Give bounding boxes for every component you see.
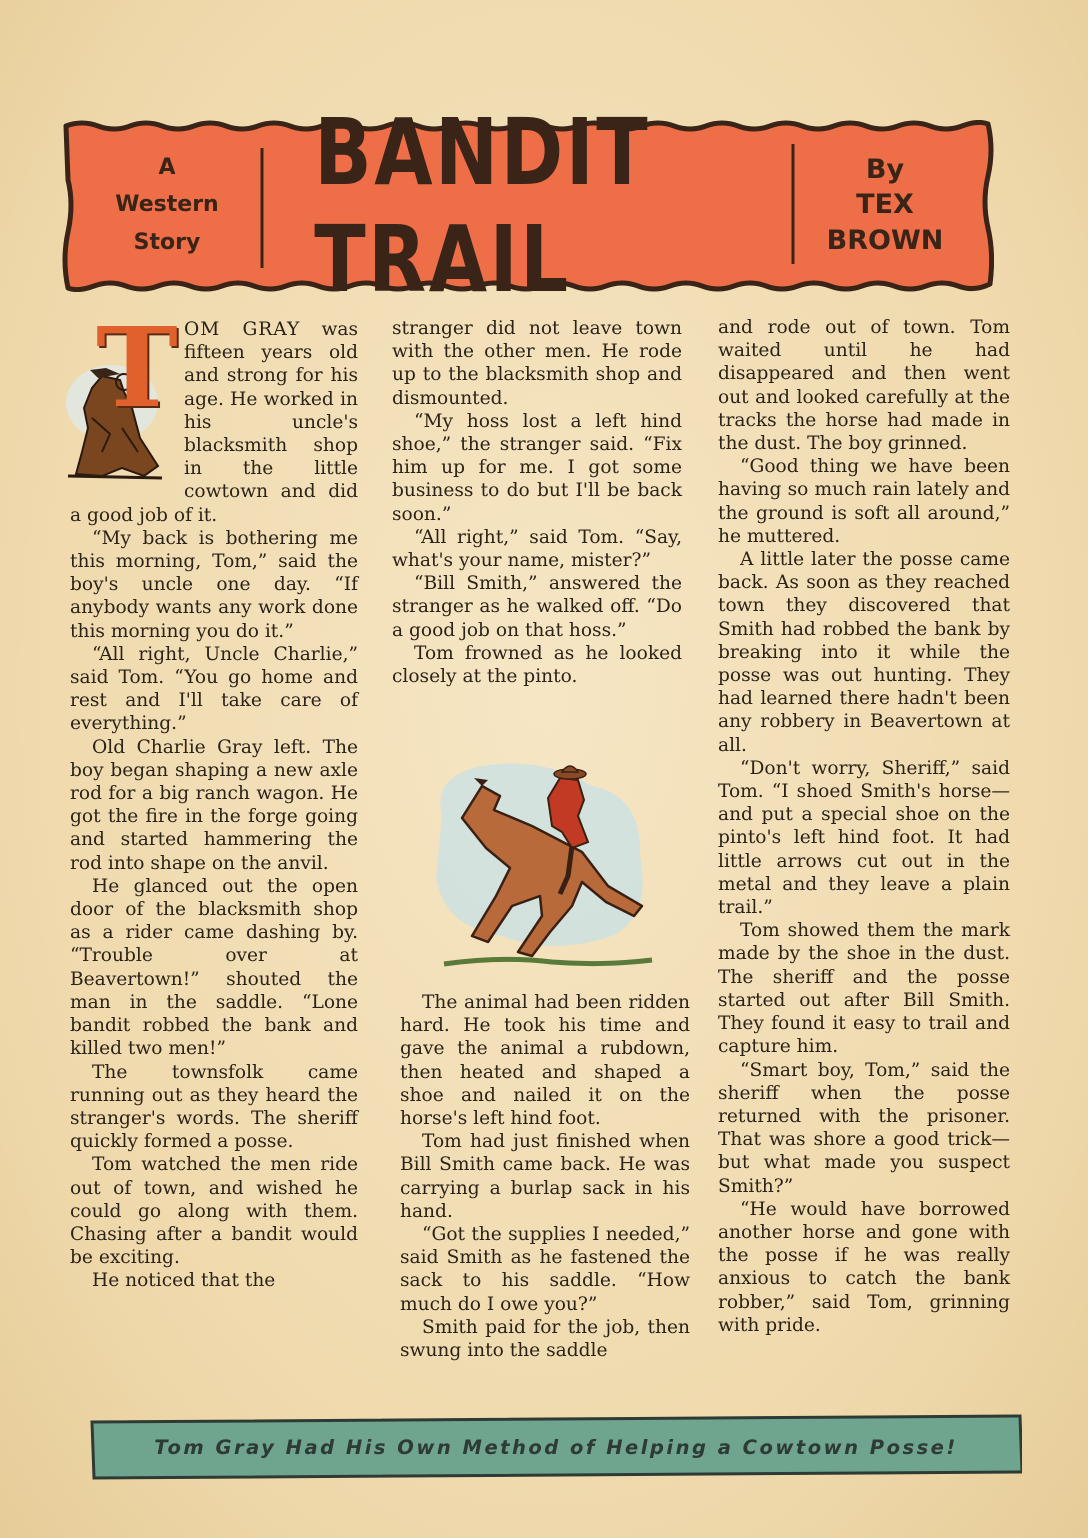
paragraph: Tom had just finished when Bill Smith came back. He was carrying a burlap sack in his hand. xyxy=(400,1131,690,1222)
bucking-horse-rider-icon xyxy=(422,756,662,978)
story-title: BANDIT TRAIL xyxy=(314,99,651,313)
byline xyxy=(810,145,960,265)
banner-genre-line2: Western xyxy=(115,192,219,218)
paragraph: Smith paid for the job, then swung into the saddle xyxy=(400,1316,690,1362)
paragraph: He noticed that the xyxy=(92,1270,276,1292)
paragraph: The animal had been ridden hard. He took his time and gave the animal a rubdown, then heated and shaped a shoe and nailed it on the horse's left hind foot. xyxy=(400,992,690,1130)
paragraph: Old Charlie Gray left. The boy began shaping a new axle rod for a big ranch wagon. He got the fire in the forge going and started hammering the rod into shape on the anvil. xyxy=(70,736,358,874)
paragraph: “My hoss lost a left hind shoe,” the stranger said. “Fix him up for me. I got some business to do but I'll be back soon.” xyxy=(392,410,682,525)
paragraph: “Good thing we have been having so much rain lately and the ground is soft all around,” he muttered. xyxy=(718,456,1010,547)
byline-first-name: TEX xyxy=(856,189,914,221)
paragraph: “Got the supplies I needed,” said Smith as he fastened the sack to his saddle. “How much do I owe you?” xyxy=(400,1224,690,1315)
paragraph: A little later the posse came back. As soon as they reached town they discovered that Smith had robbed the bank by breaking into it while the posse was out hunting. They had learned there hadn't been any robbery in Beavertown at all. xyxy=(718,549,1010,756)
paragraph: “All right,” said Tom. “Say, what's your name, mister?” xyxy=(392,526,682,572)
paragraph: “He would have borrowed another horse and gone with the posse if he was really anxious to catch the bank robber,” said Tom, grinning with pride. xyxy=(718,1198,1010,1336)
story-column-2-continued xyxy=(400,991,690,1362)
byline-by: By xyxy=(865,154,905,186)
paragraph: “Smart boy, Tom,” said the sheriff when the posse returned with the prisoner. That was shore a good trick—but what made you suspect Smith?” xyxy=(718,1059,1010,1197)
banner-genre-line1: A xyxy=(158,154,176,180)
paragraph: “All right, Uncle Charlie,” said Tom. “You go home and rest and I'll take care of everything.” xyxy=(70,643,358,735)
paragraph-text: was fifteen years old and strong for his age. He worked in his uncle's blacksmith shop in the little cowtown and did a good job of it. xyxy=(70,319,358,526)
byline-last-name: BROWN xyxy=(826,224,944,256)
tagline: Tom Gray Had His Own Method of Helping a Cowtown Posse! xyxy=(154,1435,958,1459)
paragraph: stranger did not leave town with the other men. He rode up to the blacksmith shop and dismounted. xyxy=(392,318,682,409)
title-banner xyxy=(62,99,994,313)
dropcap-letter: T xyxy=(96,303,178,432)
paragraph: “Don't worry, Sheriff,” said Tom. “I shoed Smith's horse—and put a special shoe on the pinto's left hind foot. It had little arrows cut out in the metal and they leave a plain trail.” xyxy=(718,757,1010,919)
paragraph: Tom showed them the mark made by the shoe in the dust. The sheriff and the posse started out after Bill Smith. They found it easy to trail and capture him. xyxy=(718,920,1010,1058)
dropcap xyxy=(62,303,180,493)
paragraph: Tom watched the men ride out of town, and wished he could go along with them. Chasing after a bandit would be exciting. xyxy=(70,1154,358,1269)
paragraph: The townsfolk came running out as they heard the stranger's words. The sheriff quickly formed a posse. xyxy=(70,1061,358,1153)
story-column-2 xyxy=(392,317,682,688)
paragraph: and rode out of town. Tom waited until he had disappeared and then went out and looked carefully at the tracks the horse had made in the dust. The boy grinned. xyxy=(718,317,1010,455)
paragraph: “Bill Smith,” answered the stranger as he walked off. “Do a good job on that hoss.” xyxy=(392,573,682,641)
paragraph: “My back is bothering me this morning, Tom,” said the boy's uncle one day. “If anybody wants any work done this morning you do it.” xyxy=(70,527,358,642)
paragraph: He glanced out the open door of the blacksmith shop as a rider came dashing by. “Trouble over at Beavertown!” shouted the man in the saddle. “Lone bandit robbed the bank and killed two men!” xyxy=(70,875,358,1060)
tagline-strip xyxy=(90,1414,1022,1480)
banner-genre-line3: Story xyxy=(133,229,201,255)
story-column-1 xyxy=(70,303,358,1293)
story-column-3 xyxy=(718,316,1010,1337)
first-word: OM GRAY xyxy=(184,319,301,340)
banner-genre xyxy=(92,150,242,260)
paragraph: Tom frowned as he looked closely at the pinto. xyxy=(392,642,682,688)
